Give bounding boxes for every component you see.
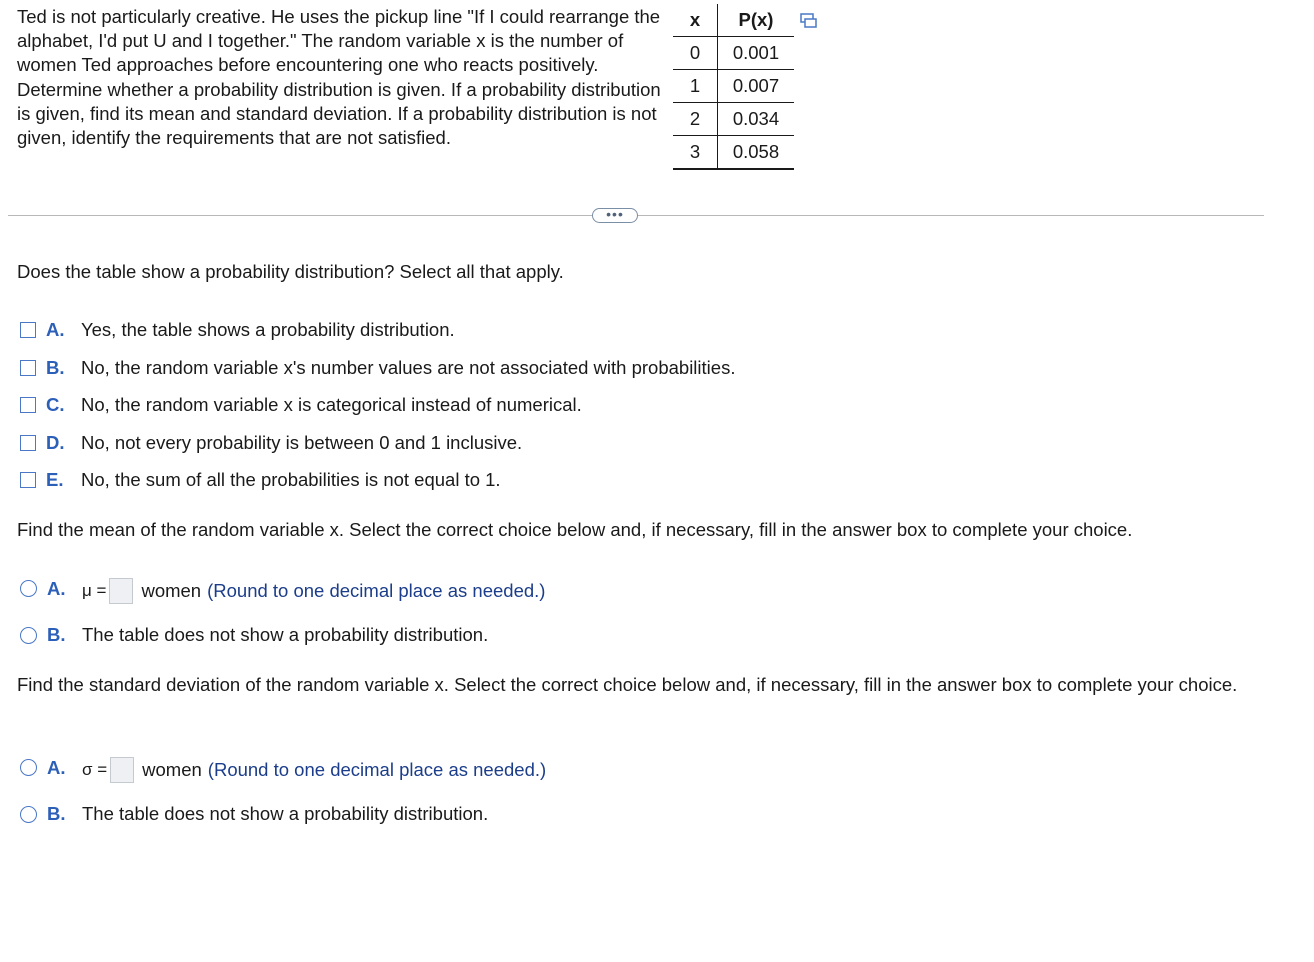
option-letter: B.: [47, 803, 66, 824]
rounding-hint: (Round to one decimal place as needed.): [207, 759, 547, 780]
expand-more-button[interactable]: •••: [592, 208, 638, 223]
table-row: [673, 136, 794, 170]
radio-button[interactable]: [20, 806, 37, 823]
option-letter: B.: [46, 357, 65, 378]
option-text: The table does not show a probability distribution.: [82, 803, 489, 824]
table-cell-px: 0.034: [718, 103, 795, 136]
option-text: No, the random variable x is categorical instead of numerical.: [81, 394, 582, 415]
table-cell-x: 3: [673, 136, 718, 170]
unit-label: women: [142, 759, 202, 780]
option-text: Yes, the table shows a probability distribution.: [81, 319, 455, 340]
option-letter: D.: [46, 432, 65, 453]
q3-prompt: Find the standard deviation of the random variable x. Select the correct choice below and, if necessary, fill in the answer box to complete your choice.: [17, 674, 1238, 695]
q1-option-e[interactable]: [20, 467, 501, 493]
option-letter: E.: [46, 469, 64, 490]
checkbox[interactable]: [20, 472, 36, 488]
problem-statement: Ted is not particularly creative. He uses the pickup line "If I could rearrange the alphabet, I'd put U and I together." The random variable x is the number of women Ted approaches before encountering one who reacts positively. Determine whether a probability distribution is given. If a probability distribution is given, find its mean and standard deviation. If a probability distribution is not given, identify the requirements that are not satisfied.: [17, 6, 661, 149]
option-text: The table does not show a probability distribution.: [82, 624, 489, 645]
table-cell-x: 0: [673, 37, 718, 70]
table-row: [673, 70, 794, 103]
mean-answer-input[interactable]: [109, 578, 133, 604]
checkbox[interactable]: [20, 435, 36, 451]
q1-prompt: Does the table show a probability distribution? Select all that apply.: [17, 261, 564, 282]
option-text: No, not every probability is between 0 and 1 inclusive.: [81, 432, 523, 453]
unit-label: women: [141, 580, 202, 601]
option-letter: B.: [47, 624, 66, 645]
sd-answer-input[interactable]: [110, 757, 134, 783]
option-letter: A.: [47, 578, 66, 599]
checkbox[interactable]: [20, 360, 36, 376]
q1-option-c[interactable]: [20, 392, 582, 418]
table-cell-x: 1: [673, 70, 718, 103]
option-text: No, the sum of all the probabilities is not equal to 1.: [81, 469, 501, 490]
q2-option-b[interactable]: [20, 622, 488, 648]
q2-option-a[interactable]: [20, 578, 545, 604]
option-text: No, the random variable x's number values are not associated with probabilities.: [81, 357, 736, 378]
checkbox[interactable]: [20, 322, 36, 338]
table-cell-px: 0.058: [718, 136, 795, 170]
table-cell-px: 0.001: [718, 37, 795, 70]
radio-button[interactable]: [20, 627, 37, 644]
table-cell-px: 0.007: [718, 70, 795, 103]
rounding-hint: (Round to one decimal place as needed.): [207, 580, 546, 601]
q1-option-b[interactable]: [20, 355, 735, 381]
option-letter: A.: [46, 319, 65, 340]
radio-button[interactable]: [20, 580, 37, 597]
table-row: [673, 37, 794, 70]
table-cell-x: 2: [673, 103, 718, 136]
copy-icon[interactable]: [800, 13, 818, 29]
q3-option-b[interactable]: [20, 801, 488, 827]
radio-button[interactable]: [20, 759, 37, 776]
q1-option-a[interactable]: [20, 317, 455, 343]
table-header-px: P(x): [718, 4, 795, 37]
option-letter: A.: [47, 757, 66, 778]
probability-table: [673, 4, 794, 170]
option-letter: C.: [46, 394, 65, 415]
table-row: [673, 103, 794, 136]
checkbox[interactable]: [20, 397, 36, 413]
table-header-x: x: [673, 4, 718, 37]
sd-symbol: σ =: [82, 760, 108, 779]
q1-option-d[interactable]: [20, 430, 522, 456]
q3-option-a[interactable]: [20, 757, 546, 783]
mean-symbol: μ =: [82, 581, 107, 600]
q2-prompt: Find the mean of the random variable x. Select the correct choice below and, if necessary, fill in the answer box to complete your choice.: [17, 519, 1133, 540]
